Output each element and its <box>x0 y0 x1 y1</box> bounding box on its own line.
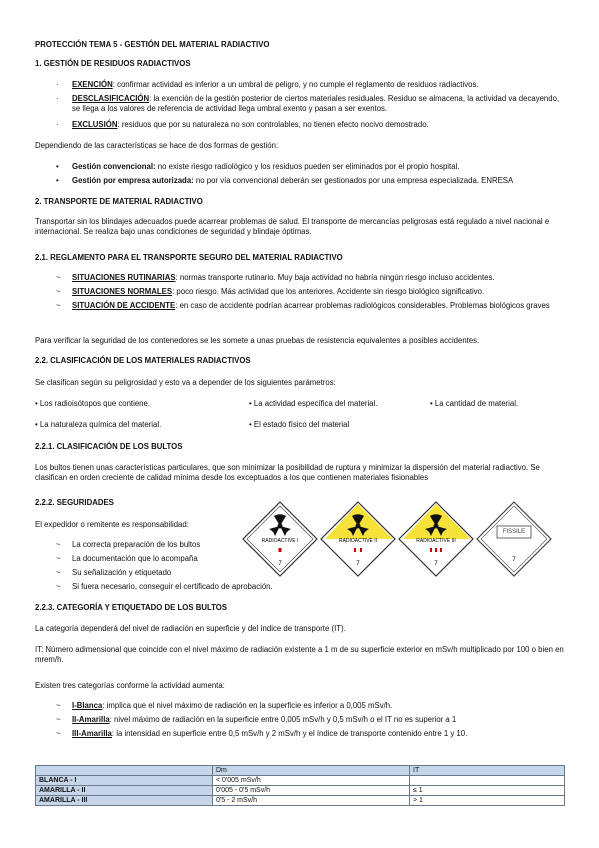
svg-text:7: 7 <box>512 557 516 563</box>
item-text: : implica que el nivel máximo de radiación en la superficie es inferior a 0,005 mSv/h. <box>102 701 393 710</box>
param-item: • El estado físico del material <box>249 420 350 429</box>
responsibility-intro: El expedidor o remitente es responsabilidad: <box>35 520 189 529</box>
bullet-arrow: ~ <box>56 568 61 577</box>
svg-text:7: 7 <box>278 561 282 567</box>
safety-paragraph: Para verificar la seguridad de los contenedores se les somete a unas pruebas de resistencia equivalentes a posibles accidentes. <box>35 336 480 345</box>
bullet-arrow: ~ <box>56 301 61 310</box>
category-paragraph: La categoría dependerá del nivel de radiación en superficie y del índice de transporte (IT). <box>35 624 346 633</box>
responsibility-item: Si fuera necesario, conseguir el certificado de aprobación. <box>72 582 273 591</box>
term: EXCLUSIÓN <box>72 120 118 129</box>
it-paragraph: IT: Número adimensional que coincide con el nivel máximo de radiación existente a 1 m de su superficie exterior en mSv/h multiplicado por 100 o bien en mrem/h. <box>35 645 564 665</box>
table-cell: 0'5 - 2 mSv/h <box>213 796 410 806</box>
item-text: no existe riesgo radiológico y los residuos pueden ser eliminados por el propio hospital. <box>155 162 460 171</box>
responsibility-item: La documentación que lo acompaña <box>72 554 198 563</box>
responsibility-item: Su señalización y etiquetado <box>72 568 172 577</box>
table-cell: < 0'005 mSv/h <box>213 776 410 786</box>
term: I-Blanca <box>72 701 103 710</box>
term: SITUACIONES NORMALES <box>72 287 173 296</box>
forms-intro: Dependiendo de las características se hace de dos formas de gestión: <box>35 141 279 150</box>
transport-paragraph: Transportar sin los blindajes adecuados puede acarrear problemas de salud. El transporte de mercancías peligrosas está regulado a nivel nacional e internacional. Se realiza bajo unas condiciones de seguridad y blindaje óptimas. <box>35 217 550 237</box>
item-text: : residuos que por su naturaleza no son controlables, no tienen efecto nocivo demostrado. <box>117 120 429 129</box>
table-cell: ≤ 1 <box>410 786 565 796</box>
label-text: RADIOACTIVE III <box>416 538 456 544</box>
item-text: : la intensidad en superficie entre 0,5 mSv/h y 2 mSv/h y el índice de transporte contenido entre 1 y 10. <box>111 729 468 738</box>
table-header-cell <box>36 766 213 776</box>
table-cell: BLANCA - I <box>36 776 213 786</box>
category-iii-item <box>72 729 467 739</box>
section-heading-1: 1. GESTIÓN DE RESIDUOS RADIACTIVOS <box>35 59 191 68</box>
bullet-arrow: ~ <box>56 540 61 549</box>
section-heading-2-2-2: 2.2.2. SEGURIDADES <box>35 498 114 507</box>
bullet-arrow: ~ <box>56 701 61 710</box>
bullet-diamond: • <box>56 176 59 185</box>
category-ii-item <box>72 715 456 725</box>
gestion-convencional-item <box>72 162 459 172</box>
param-item: • La cantidad de material. <box>430 399 519 408</box>
bullet-arrow: ~ <box>56 729 61 738</box>
param-item: • La naturaleza química del material. <box>35 420 162 429</box>
item-text: : normas transporte rutinario. Muy baja actividad no habría ningún riesgo incluso accidentes. <box>175 273 495 282</box>
table-header-row <box>36 766 565 776</box>
term: Gestión convencional: <box>72 162 156 171</box>
table-cell: AMARILLA - III <box>36 796 213 806</box>
table-cell: > 1 <box>410 796 565 806</box>
svg-text:7: 7 <box>434 561 438 567</box>
exclusion-item <box>72 120 567 130</box>
table-cell: AMARILLA - II <box>36 786 213 796</box>
term: DESCLASIFICACIÓN <box>72 94 150 103</box>
responsibility-item: La correcta preparación de los bultos <box>72 540 201 549</box>
table-row <box>36 796 565 806</box>
label-text: RADIOACTIVE I <box>261 538 299 544</box>
term: III-Amarilla <box>72 729 112 738</box>
table-cell <box>410 776 565 786</box>
item-text: no por vía convencional deberán ser gestionados por una empresa especializada. ENRESA <box>193 176 514 185</box>
bullet-dot: · <box>56 94 59 103</box>
item-text: : nivel máximo de radiación en la superficie entre 0,005 mSv/h y 0,5 mSv/h o el IT no es superior a 1 <box>109 715 457 724</box>
term: SITUACIONES RUTINARIAS <box>72 273 176 282</box>
label-text: RADIOACTIVE II <box>338 538 378 544</box>
section-heading-2-2-1: 2.2.1. CLASIFICACIÓN DE LOS BULTOS <box>35 442 183 451</box>
bullet-diamond: • <box>56 162 59 171</box>
table-header-cell: Dm <box>213 766 410 776</box>
situacion-accidente-item <box>72 301 562 311</box>
categories-intro: Existen tres categorías conforme la actividad aumenta: <box>35 681 225 690</box>
item-text: : la exención de la gestión posterior de ciertos materiales residuales. Residuo se almacena, la actividad va decayendo, se llega a los valores de referencia de actividad llega umbral exento y pasan a ser exentos. <box>72 94 560 114</box>
hazard-labels <box>238 500 558 580</box>
label-text: FISSILE <box>502 529 526 535</box>
term: II-Amarilla <box>72 715 110 724</box>
section-heading-2-2: 2.2. CLASIFICACIÓN DE LOS MATERIALES RADIACTIVOS <box>35 356 251 365</box>
table-row <box>36 786 565 796</box>
bullet-arrow: ~ <box>56 715 61 724</box>
param-item: • Los radioisótopos que contiene. <box>35 399 150 408</box>
term: Gestión por empresa autorizada: <box>72 176 194 185</box>
fissile-label <box>477 502 551 576</box>
term: SITUACIÓN DE ACCIDENTE <box>72 301 176 310</box>
bullet-arrow: ~ <box>56 273 61 282</box>
bultos-paragraph: Los bultos tienen unas características particulares, que son minimizar la posibilidad de ruptura y minimizar la dispersión del material radiactivo. Se clasifican en orden creciente de calidad mínima desde los exceptuados a los que contienen materiales fisionables <box>35 463 540 483</box>
svg-text:7: 7 <box>356 561 360 567</box>
section-heading-2-2-3: 2.2.3. CATEGORÍA Y ETIQUETADO DE LOS BULTOS <box>35 603 228 612</box>
bullet-dot: · <box>56 80 59 89</box>
page-title: PROTECCIÓN TEMA 5 - GESTIÓN DEL MATERIAL RADIACTIVO <box>35 40 270 49</box>
bullet-dot: · <box>56 120 59 129</box>
bullet-arrow: ~ <box>56 287 61 296</box>
table-cell: 0'005 - 0'5 mSv/h <box>213 786 410 796</box>
bullet-arrow: ~ <box>56 554 61 563</box>
item-text: : confirmar actividad es inferior a un umbral de peligro, y no cumple el reglamento de residuos radiactivos. <box>112 80 479 89</box>
table-row <box>36 776 565 786</box>
category-table <box>35 765 565 806</box>
table-header-cell: IT <box>410 766 565 776</box>
item-text: : en caso de accidente podrían acarrear problemas radiológicos considerables. Problemas biológicos graves <box>175 301 550 310</box>
desclasificacion-item <box>72 94 567 115</box>
section-heading-2: 2. TRANSPORTE DE MATERIAL RADIACTIVO <box>35 197 203 206</box>
category-i-item <box>72 701 392 711</box>
exencion-item <box>72 80 567 90</box>
item-text: : poco riesgo. Más actividad que los anteriores. Accidente sin riesgo biológico significativo. <box>172 287 485 296</box>
param-item: • La actividad específica del material. <box>249 399 378 408</box>
situaciones-normales-item <box>72 287 484 297</box>
term: EXENCIÓN <box>72 80 113 89</box>
gestion-empresa-item <box>72 176 513 186</box>
params-intro: Se clasifican según su peligrosidad y esto va a depender de los siguientes parámetros: <box>35 378 336 387</box>
situaciones-rutinarias-item <box>72 273 495 283</box>
bullet-arrow: ~ <box>56 582 61 591</box>
section-heading-2-1: 2.1. REGLAMENTO PARA EL TRANSPORTE SEGURO DEL MATERIAL RADIACTIVO <box>35 253 343 262</box>
